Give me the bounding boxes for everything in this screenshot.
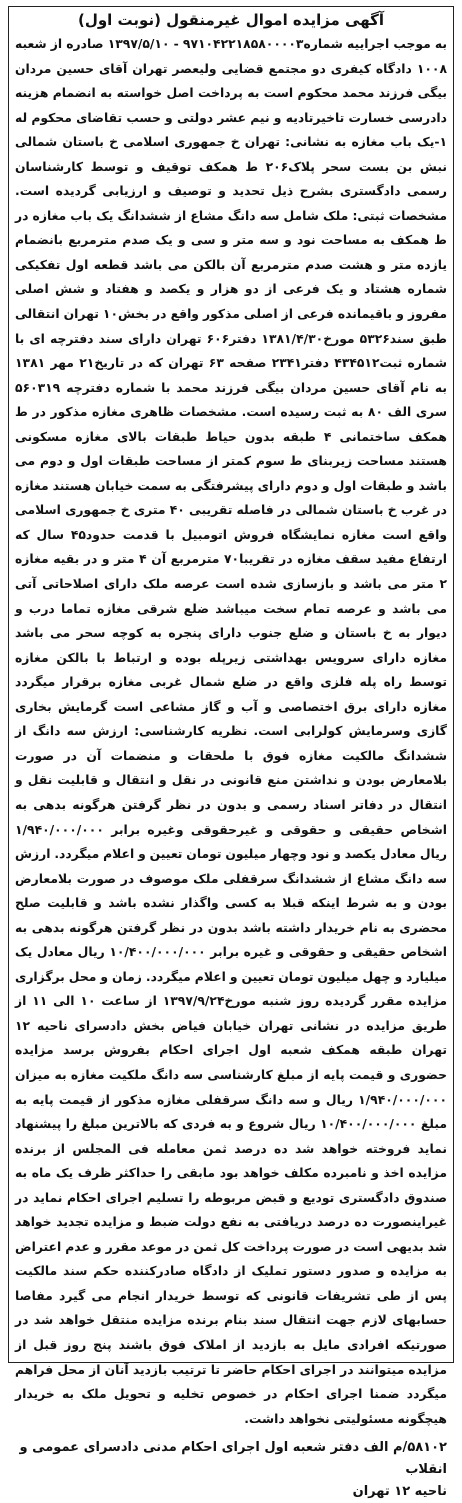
footer-issuer-line: ۵۸۱۰۲/م الف دفتر شعبه اول اجرای احکام مدنی دادسرای عمومی و انقلاب (19, 1440, 447, 1478)
notice-body: به موجب اجراییه شماره۹۷۱۰۴۲۲۱۸۵۸۰۰۰۰۳ - ۱۳۹۷/۵/۱۰ صادره از شعبه ۱۰۰۸ دادگاه کیفری دو مجتمع قضایی ولیعصر تهران آقای حسین مردان بیگی فرزند محمد محکوم است به پرداخت اصل خواسته به انضمام هزینه دادرسی خسارت تاخیرتادیه و نیم عشر دولتی و حسب تقاضای محکوم له ۱-یک باب مغازه به نشانی: تهران خ جمهوری اسلامی خ باستان شمالی نبش بن بست سحر پلاک۲۰۶ ط همکف توقیف و توسط کارشناسان رسمی دادگستری بشرح ذیل تحدید و توصیف و ارزیابی گردیده است. مشخصات ثبتی: ملک شامل سه دانگ مشاع از ششدانگ یک باب مغازه در ط همکف به مساحت نود و سه متر و سی و یک صدم مترمربع بانضمام یازده متر و هشت صدم مترمربع آن بالکن می باشد قطعه اول تفکیکی شماره هشتاد و یک فرعی از دو هزار و یکصد و هفتاد و شش اصلی مفروز و باقیمانده فرعی از اصلی مذکور واقع در بخش۱۰ تهران انتقالی طبق سند۵۳۲۶ مورخ۱۳۸۱/۴/۳۰ دفتر۶۰۶ تهران دارای سند دفترچه ای با شماره ثبت۴۳۴۵۱۲ دفتر۲۳۴۱ صفحه ۶۳ تهران که در تاریخ۲۱ مهر ۱۳۸۱ به نام آقای حسین مردان بیگی فرزند محمد با شماره دفترچه ۵۶۰۳۱۹ سری الف ۸۰ به ثبت رسیده است. مشخصات ظاهری مغازه مذکور در ط همکف ساختمانی ۴ طبقه بدون حیاط طبقات بالای مغازه مسکونی هستند مساحت زیربنای ط سوم کمتر از مساحت طبقات اول و دوم می باشد و طبقات اول و دوم دارای پیشرفتگی به سمت خیابان هستند مغازه در غرب خ باستان شمالی در فاصله تقریبی ۴۰ متری خ جمهوری اسلامی واقع است مغازه نمایشگاه فروش اتومبیل با قدمت حدود۴۵ سال که ارتفاع مفید سقف مغازه در تقریبا۷۰ مترمربع آن ۴ متر و در بقیه مغازه ۲ متر می باشد و بازسازی شده است عرصه ملک دارای اصلاحاتی آتی می باشد و عرصه تمام سخت میباشد ضلع شرقی مغازه تماما درب و دیوار به خ باستان و ضلع جنوب دارای پنجره به کوچه سحر می باشد مغازه دارای سرویس بهداشتی زیرپله بوده و ارتباط با بالکن مغازه توسط راه پله فلزی واقع در ضلع شمال غربی مغازه برقرار میگردد مغازه دارای برق اختصاصی و آب و گاز مشاعی است گرمایش بخاری گازی وسرمایش کولرابی است. نظریه کارشناسی: ارزش سه دانگ از ششدانگ مالکیت مغازه فوق با ملحقات و منضمات آن در صورت بلامعارض بودن و نداشتن منع قانونی در نقل و انتقال و قابلیت نقل و انتقال در دفاتر اسناد رسمی و بدون در نظر گرفتن هرگونه بدهی به اشخاص حقیقی و حقوقی و غیرحقوقی وغیره برابر ۱/۹۴۰/۰۰۰/۰۰۰ ریال معادل یکصد و نود وچهار میلیون تومان تعیین و اعلام میگردد. ارزش سه دانگ مشاع از ششدانگ سرقفلی ملک موصوف در صورت بلامعارض بودن و به شرط اینکه قبلا به کسی واگذار نشده باشد و قابلیت صلح محضری به نام خریدار داشته باشد بدون در نظر گرفتن هرگونه بدهی به اشخاص حقیقی و حقوقی و غیره برابر ۱۰/۴۰۰/۰۰۰/۰۰۰ ریال معادل یک میلیارد و چهل میلیون تومان تعیین و اعلام میگردد. زمان و محل برگزاری مزایده مقرر گردیده روز شنبه مورخ۱۳۹۷/۹/۲۴ از ساعت ۱۰ الی ۱۱ از طریق مزایده در نشانی تهران خیابان فیاض بخش دادسرای ناحیه ۱۲ تهران طبقه همکف شعبه اول اجرای احکام بفروش برسد مزایده حضوری و قیمت پایه از مبلغ کارشناسی سه دانگ ملکیت مغازه به میزان ۱/۹۴۰/۰۰۰/۰۰۰ ریال و سه دانگ سرقفلی مغازه مذکور از قیمت پایه به مبلغ ۱۰/۴۰۰/۰۰۰/۰۰۰ ریال شروع و به فردی که بالاترین مبلغ را پیشنهاد نماید فروخته خواهد شد ده درصد ثمن معامله فی المجلس از برنده مزایده اخذ و نامبرده مکلف خواهد بود مابقی را حداکثر ظرف یک ماه به صندوق دادگستری تودیع و قبض مربوطه را تسلیم اجرای احکام نماید در غیراینصورت ده درصد دریافتی به نفع دولت ضبط و مزایده تجدید خواهد شد بدیهی است در صورت پرداخت کل ثمن در موعد مقرر و عدم اعتراض به مزایده و صدور دستور تملیک از دادگاه صادرکننده حکم سند مالکیت پس از طی تشریفات قانونی که توسط خریدار انجام می گیرد مفاصا حسابهای لازم جهت انتقال سند بنام برنده مزایده منتقل خواهد شد در صورتیکه افرادی مایل به بازدید از املاک فوق باشند پنج روز قبل از مزایده میتوانند در اجرای احکام حاضر تا ترتیب بازدید آنان از محل فراهم میگردد ضمنا اجرای احکام در خصوص تخلیه و تحویل ملک به خریدار هیچگونه مسئولیتی نخواهد داشت. (15, 37, 448, 1426)
notice-title: آگهی مزایده اموال غیرمنقول (نوبت اول) (77, 11, 385, 29)
footer-district-line: ناحیه ۱۲ تهران (352, 1484, 447, 1500)
notice-frame (8, 6, 454, 1500)
notice-footer (15, 1437, 447, 1503)
